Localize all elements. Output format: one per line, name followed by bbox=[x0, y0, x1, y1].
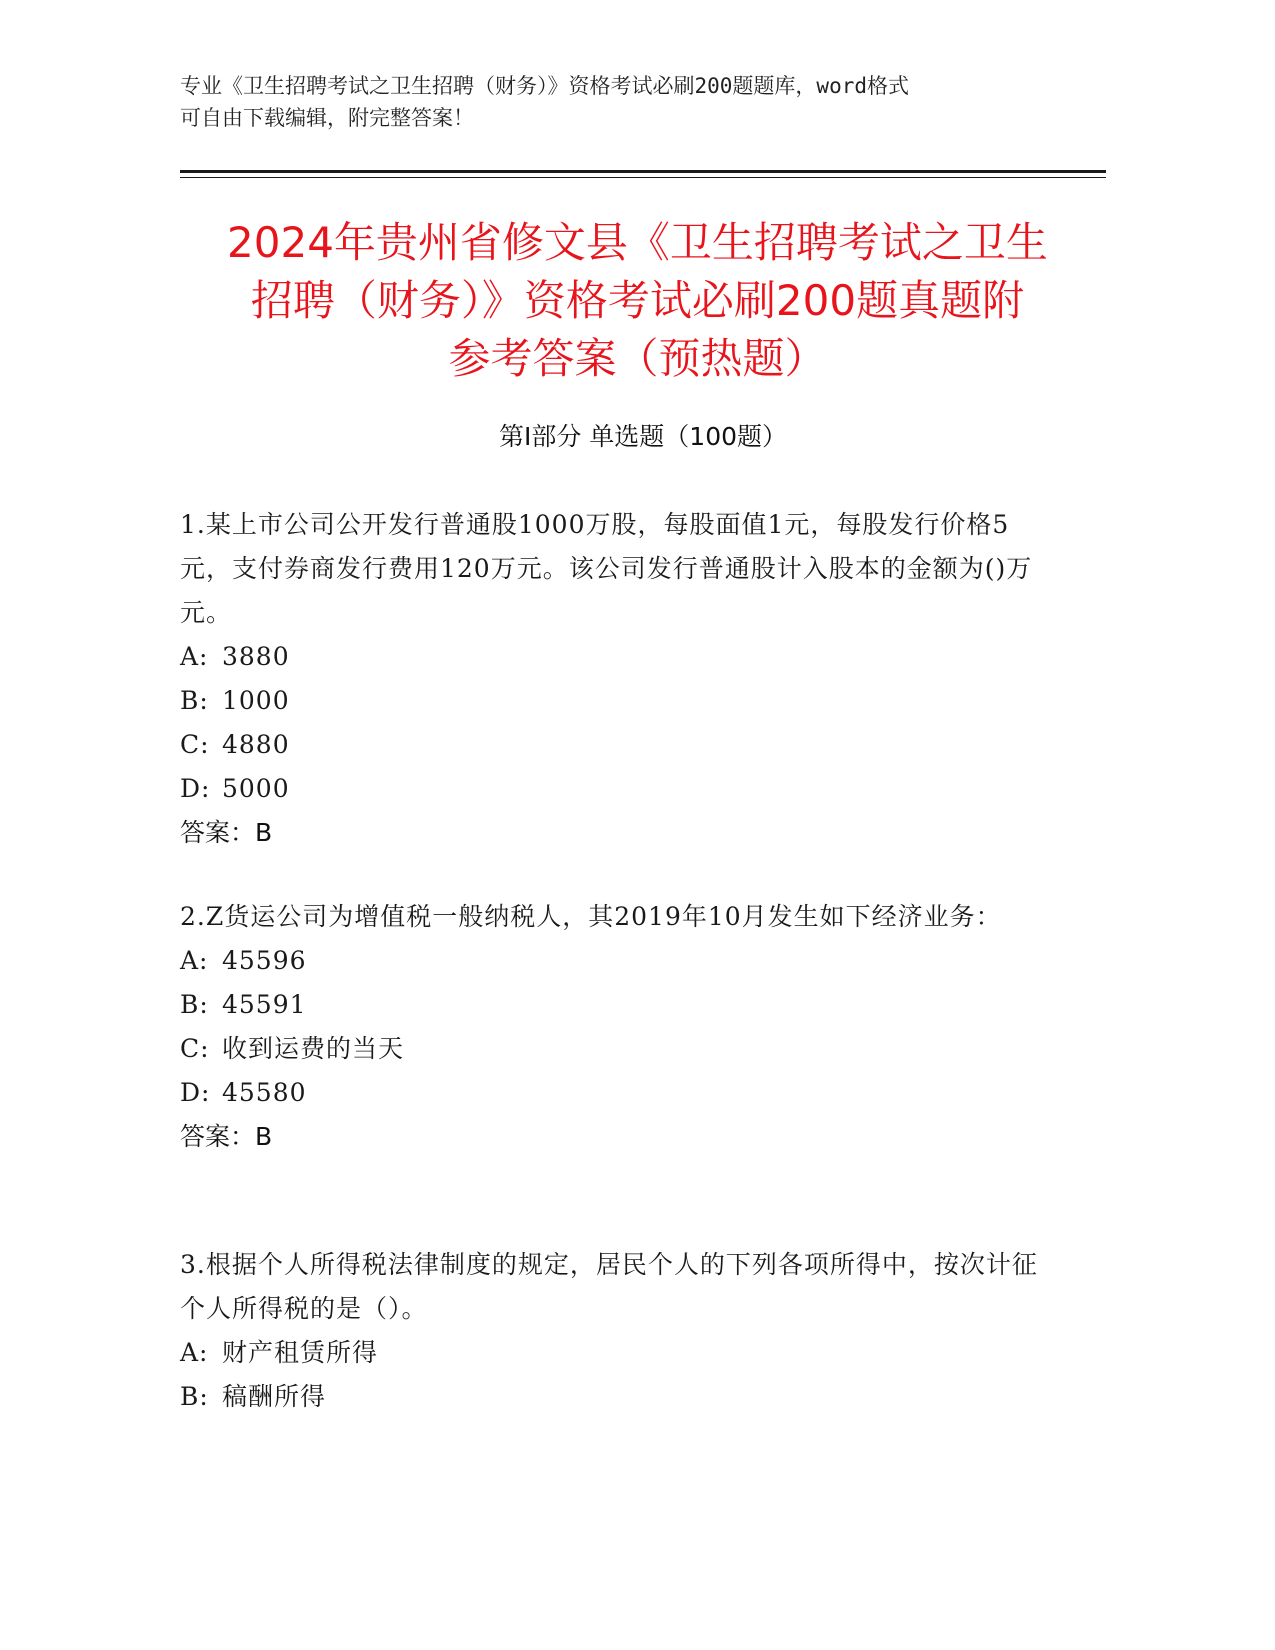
option-key: A: bbox=[180, 642, 209, 671]
option-text: 45591 bbox=[222, 990, 307, 1019]
option-c bbox=[180, 1027, 1040, 1071]
option-key: C: bbox=[180, 1034, 210, 1063]
option-a bbox=[180, 939, 1040, 983]
question-stem: 1.某上市公司公开发行普通股1000万股，每股面值1元，每股发行价格5元，支付券商发行费用120万元。该公司发行普通股计入股本的金额为()万元。 bbox=[180, 510, 1033, 627]
option-key: A: bbox=[180, 946, 209, 975]
option-d bbox=[180, 1071, 1040, 1115]
option-text: 5000 bbox=[222, 774, 290, 803]
option-key: C: bbox=[180, 730, 210, 759]
option-text: 财产租赁所得 bbox=[222, 1338, 379, 1367]
option-key: B: bbox=[180, 990, 209, 1019]
header-divider bbox=[180, 170, 1106, 173]
option-b bbox=[180, 679, 1040, 723]
option-b bbox=[180, 983, 1040, 1027]
option-key: B: bbox=[180, 686, 209, 715]
title-line: 招聘（财务）》资格考试必刷200题真题附 bbox=[250, 276, 1025, 325]
option-a bbox=[180, 1331, 1040, 1375]
header-note-line: 专业《卫生招聘考试之卫生招聘（财务）》资格考试必刷200题题库，word格式 bbox=[180, 74, 909, 98]
option-text: 稿酬所得 bbox=[222, 1382, 327, 1411]
answer-line: 答案：B bbox=[180, 818, 273, 847]
title-line: 2024年贵州省修文县《卫生招聘考试之卫生 bbox=[227, 218, 1048, 267]
question-stem: 3.根据个人所得税法律制度的规定，居民个人的下列各项所得中，按次计征个人所得税的是（）。 bbox=[180, 1250, 1038, 1323]
header-divider bbox=[180, 177, 1106, 178]
section-heading: 第I部分 单选题（100题） bbox=[498, 422, 788, 451]
question-stem: 2.Z货运公司为增值税一般纳税人，其2019年10月发生如下经济业务： bbox=[180, 902, 1002, 931]
title-line: 参考答案（预热题） bbox=[448, 334, 827, 383]
option-a bbox=[180, 635, 1040, 679]
question-block bbox=[180, 895, 1040, 1159]
option-text: 1000 bbox=[222, 686, 290, 715]
header-note-line: 可自由下载编辑，附完整答案！ bbox=[180, 106, 474, 130]
option-key: D: bbox=[180, 1078, 211, 1107]
option-key: A: bbox=[180, 1338, 209, 1367]
header-note bbox=[180, 70, 1060, 134]
document-title bbox=[170, 214, 1105, 388]
option-b bbox=[180, 1375, 1040, 1419]
question-block bbox=[180, 503, 1040, 855]
answer-line: 答案：B bbox=[180, 1122, 273, 1151]
question-block bbox=[180, 1243, 1040, 1419]
option-text: 45580 bbox=[222, 1078, 307, 1107]
option-text: 4880 bbox=[222, 730, 290, 759]
option-text: 3880 bbox=[222, 642, 290, 671]
option-c bbox=[180, 723, 1040, 767]
option-text: 45596 bbox=[222, 946, 307, 975]
option-key: B: bbox=[180, 1382, 209, 1411]
option-text: 收到运费的当天 bbox=[222, 1034, 405, 1063]
option-d bbox=[180, 767, 1040, 811]
option-key: D: bbox=[180, 774, 211, 803]
